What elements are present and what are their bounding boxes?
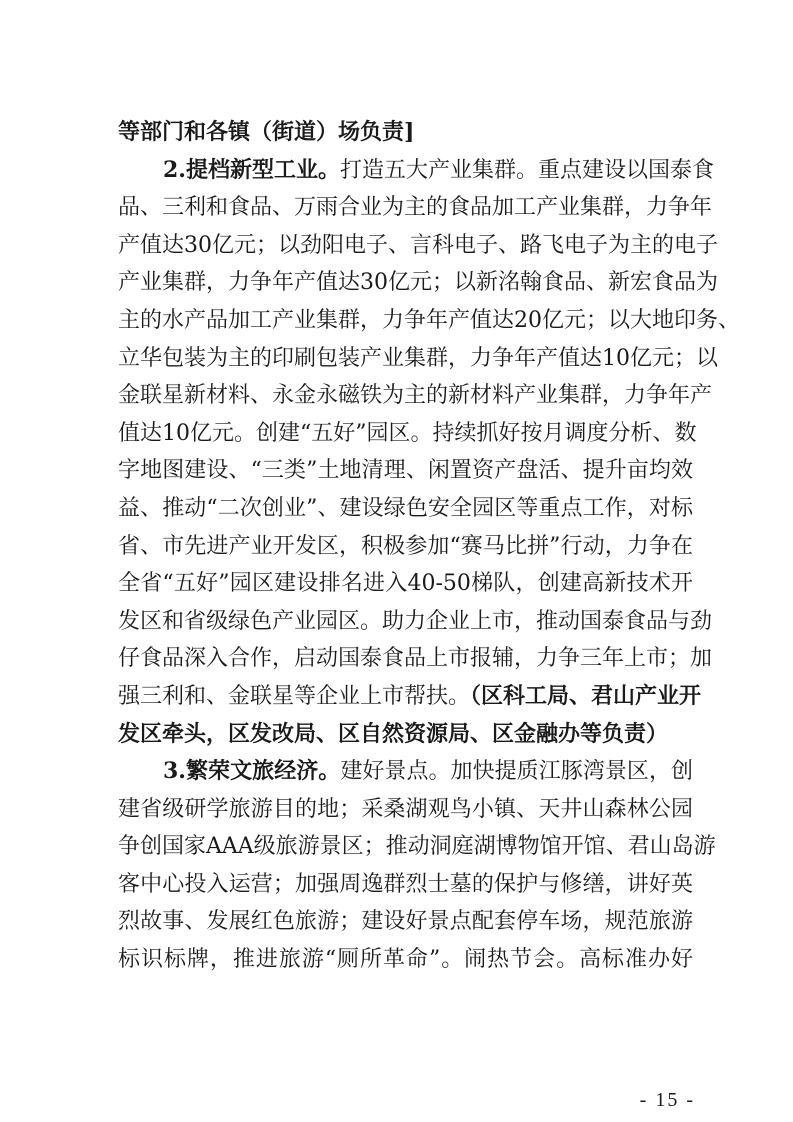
text-segment: 益、推动“二次创业”、建设绿色安全园区等重点工作，对标 (118, 495, 693, 521)
text-line (118, 791, 693, 829)
text-segment: 建省级研学旅游目的地；采桑湖观鸟小镇、天井山森林公园 (118, 796, 693, 822)
text-line (118, 828, 716, 866)
text-segment: 客中心投入运营；加强周逸群烈士墓的保护与修缮，讲好英 (118, 871, 693, 897)
text-segment: 省、市先进产业开发区，积极参加“赛马比拼”行动，力争在 (118, 533, 693, 559)
text-line (118, 114, 693, 152)
text-line (118, 264, 718, 302)
text-line (118, 490, 693, 528)
responsibility-note: 等部门和各镇（街道）场负责] (118, 119, 415, 145)
text-segment: 打造五大产业集群。重点建设以国泰食 (339, 157, 714, 183)
text-line (118, 227, 718, 265)
text-segment: 立华包装为主的印刷包装产业集群，力争年产值达10亿元；以 (118, 345, 718, 371)
text-line (118, 941, 693, 979)
text-line (118, 640, 713, 678)
text-segment: 品、三利和食品、万雨合业为主的食品加工产业集群，力争年 (118, 195, 713, 221)
text-line (118, 678, 702, 716)
body-text (118, 114, 740, 979)
text-line (118, 528, 693, 566)
text-segment: 发区和省级绿色产业园区。助力企业上市，推动国泰食品与劲 (118, 608, 713, 634)
text-segment: 产值达30亿元；以劲阳电子、言科电子、路飞电子为主的电子 (118, 232, 718, 258)
text-line (118, 716, 693, 754)
text-segment: 主的水产品加工产业集群，力争年产值达20亿元；以大地印务、 (118, 307, 740, 333)
text-line (118, 903, 693, 941)
text-line (118, 302, 740, 340)
text-segment: 仔食品深入合作，启动国泰食品上市报辅，力争三年上市；加 (118, 646, 713, 672)
text-segment: 争创国家AAA级旅游景区；推动洞庭湖博物馆开馆、君山岛游 (118, 834, 716, 860)
text-segment: 烈故事、发展红色旅游；建设好景点配套停车场，规范旅游 (118, 909, 693, 935)
text-line (118, 377, 713, 415)
text-line (118, 415, 697, 453)
text-segment: 标识标牌，推进旅游“厕所革命”。闹热节会。高标准办好 (118, 947, 693, 973)
text-line (118, 189, 713, 227)
page-number: - 15 - (639, 1089, 695, 1111)
responsibility-note: 发区牵头，区发改局、区自然资源局、区金融办等负责） (118, 720, 669, 747)
responsibility-note: （区科工局、君山产业开 (470, 682, 702, 709)
text-line (118, 340, 718, 378)
text-segment: 建好景点。加快提质江豚湾景区，创 (340, 759, 693, 785)
section-heading-industry: 2.提档新型工业。 (163, 156, 340, 183)
text-line (118, 452, 693, 490)
text-segment: 值达10亿元。创建“五好”园区。持续抓好按月调度分析、数 (118, 420, 697, 446)
text-segment: 强三利和、金联星等企业上市帮扶。 (118, 683, 471, 709)
section-heading-tourism: 3.繁荣文旅经济。 (163, 758, 341, 785)
section-heading-line (118, 152, 714, 190)
text-segment: 全省“五好”园区建设排名进入40-50梯队，创建高新技术开 (118, 571, 693, 597)
text-line (118, 565, 693, 603)
text-segment: 字地图建设、“三类”土地清理、闲置资产盘活、提升亩均效 (118, 458, 693, 484)
text-line (118, 603, 713, 641)
text-segment: 产业集群，力争年产值达30亿元；以新洺翰食品、新宏食品为 (118, 270, 718, 296)
text-line (118, 866, 693, 904)
section-heading-line (118, 753, 693, 791)
text-segment: 金联星新材料、永金永磁铁为主的新材料产业集群，力争年产 (118, 383, 713, 409)
